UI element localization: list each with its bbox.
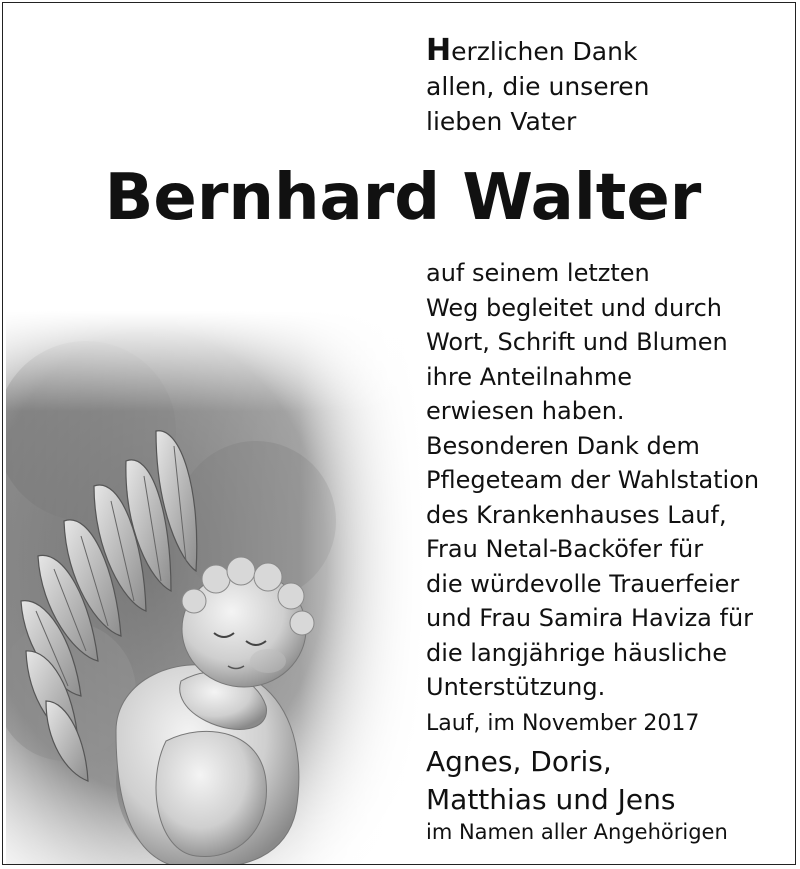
body-line: Besonderen Dank dem bbox=[426, 431, 700, 460]
deceased-name: Bernhard Walter bbox=[104, 161, 702, 235]
intro-line-1 bbox=[426, 33, 650, 69]
intro-line-3: lieben Vater bbox=[426, 107, 577, 136]
intro-initial: H bbox=[426, 33, 452, 68]
obituary-notice bbox=[2, 2, 796, 865]
mourner-names bbox=[426, 743, 675, 819]
body-line: Pflegeteam der Wahlstation bbox=[426, 466, 760, 494]
mourner-names-line-2: Matthias und Jens bbox=[426, 783, 676, 816]
body-line: Wort, Schrift und Blumen bbox=[426, 328, 728, 356]
body-line: erwiesen haben. bbox=[426, 397, 625, 425]
intro-line-2: allen, die unseren bbox=[426, 72, 650, 101]
place-date: Lauf, im November 2017 bbox=[426, 711, 700, 736]
body-line: die langjährige häusliche bbox=[426, 638, 728, 667]
body-line: und Frau Samira Haviza für bbox=[426, 604, 754, 632]
body-line: die würdevolle Trauerfeier bbox=[426, 569, 740, 598]
body-line: des Krankenhauses Lauf, bbox=[426, 500, 727, 529]
intro-text bbox=[426, 33, 650, 139]
body-line: Frau Netal-Backöfer für bbox=[426, 535, 704, 563]
intro-line-1-rest: erzlichen Dank bbox=[451, 37, 638, 66]
body-line: Unterstützung. bbox=[426, 673, 606, 701]
relatives-note: im Namen aller Angehörigen bbox=[426, 820, 728, 844]
sleeping-angel-statue-icon bbox=[6, 311, 426, 865]
body-line: auf seinem letzten bbox=[426, 259, 650, 287]
mourner-names-line-1: Agnes, Doris, bbox=[426, 745, 612, 778]
thank-you-body bbox=[426, 256, 759, 705]
body-line: ihre Anteilnahme bbox=[426, 362, 633, 391]
body-line: Weg begleitet und durch bbox=[426, 293, 722, 322]
